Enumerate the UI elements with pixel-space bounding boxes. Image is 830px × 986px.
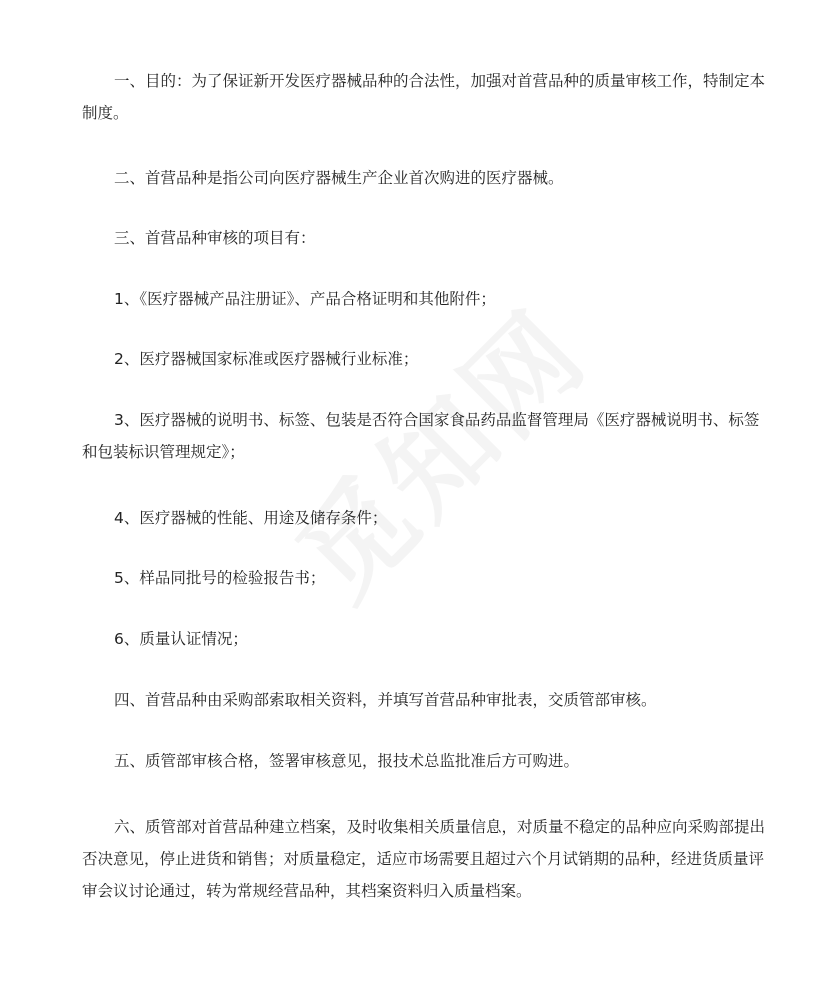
- paragraph-item-4: 4、医疗器械的性能、用途及储存条件；: [114, 509, 388, 527]
- paragraph-archive: 六、质管部对首营品种建立档案，及时收集相关质量信息，对质量不稳定的品种应向采购部提出否决意见，停止进货和销售；对质量稳定，适应市场需要且超过六个月试销期的品种，经进货质量评审会议讨论通过，转为常规经营品种，其档案资料归入质量档案。: [82, 818, 766, 900]
- paragraph-review-items-heading: 三、首营品种审核的项目有：: [114, 229, 316, 247]
- paragraph-item-1: 1、《医疗器械产品注册证》、产品合格证明和其他附件；: [114, 290, 496, 308]
- paragraph-item-3: 3、医疗器械的说明书、标签、包装是否符合国家食品药品监督管理局《医疗器械说明书、标签和包装标识管理规定》；: [82, 411, 760, 461]
- paragraph-item-2: 2、医疗器械国家标准或医疗器械行业标准；: [114, 350, 419, 368]
- paragraph-item-5: 5、样品同批号的检验报告书；: [114, 569, 326, 587]
- paragraph-purpose: 一、目的：为了保证新开发医疗器械品种的合法性，加强对首营品种的质量审核工作，特制定本制度。: [82, 72, 766, 122]
- paragraph-definition: 二、首营品种是指公司向医疗器械生产企业首次购进的医疗器械。: [114, 169, 564, 187]
- paragraph-approval: 五、质管部审核合格，签署审核意见，报技术总监批准后方可购进。: [114, 752, 580, 770]
- paragraph-procurement: 四、首营品种由采购部索取相关资料，并填写首营品种审批表，交质管部审核。: [114, 691, 657, 709]
- paragraph-item-6: 6、质量认证情况；: [114, 630, 248, 648]
